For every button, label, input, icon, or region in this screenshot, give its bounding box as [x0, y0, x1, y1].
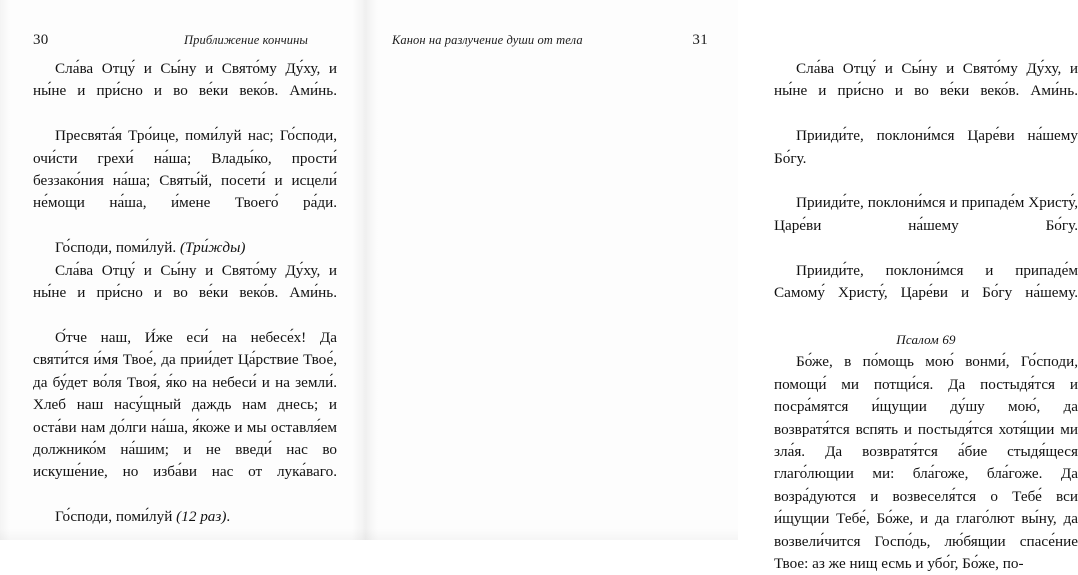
paragraph-text: Прииди́те, поклони́мся и припаде́м Христу́, Царе́ви на́шему Бо́гу.: [774, 194, 1078, 234]
paragraph-text: Пресвята́я Тро́ице, поми́луй нас; Го́споди, очи́сти грехи́ на́ша; Влады́ко, прости́ беззако́ния на́ша; Святы́й, посети́ и исцели́ не́мощи на́ша, и́мене Твоего́ ра́ди.: [33, 127, 337, 212]
paragraph-tail: .: [226, 508, 231, 526]
paragraph-text: Сла́ва Отцу́ и Сы́ну и Свято́му Ду́ху, и ны́не и при́сно и во ве́ки веко́в. Ами́нь.: [33, 261, 337, 302]
running-head-title-right: Канон на разлучение души от тела: [392, 33, 583, 47]
paragraph-text: Сла́ва Отцу́ и Сы́ну и Свято́му Ду́ху, и ны́не и при́сно и во ве́ки веко́в. Ами́нь.: [774, 60, 1078, 100]
paragraph-come-let-us-worship-1: [774, 125, 1078, 192]
paragraph-doxology-1: [33, 58, 337, 125]
running-head-left: [33, 32, 346, 50]
paragraph-text: Прииди́те, поклони́мся Царе́ви на́шему Бо́гу.: [774, 127, 1078, 167]
running-head-right: [392, 32, 708, 50]
paragraph-doxology-2: [33, 260, 337, 327]
paragraph-lords-prayer: [33, 327, 337, 506]
page-right: [370, 0, 1078, 572]
rubric-thrice: (Три́жды): [179, 239, 246, 257]
paragraph-come-let-us-worship-3: [774, 260, 1078, 327]
paragraph-trisagion-prayer: [33, 125, 337, 237]
paragraph-psalm-69-body: Бо́же, в по́мощь мою́ вонми́, Го́споди, помощи́ ми потщи́ся. Да постыдя́тся и посра́мятся и́щущии ду́шу мою́, да возвратя́тся вспять и постыдя́тся хотя́щии ми зла́я. Да возвратя́тся а́бие стыдя́щеся глаго́лющии ми: бла́гоже, бла́гоже. Да возра́дуются и возвеселя́тся о Тебе́ вси и́щущии Тебе́, Бо́же, и да глаго́лют вы́ну, да возвели́чится Госпо́дь, лю́бящии спасе́ние Твое: аз же нищ есмь и убо́г, Бо́же, по-: [774, 353, 1078, 572]
paragraph-kyrie-thrice: [33, 237, 337, 259]
paragraph-kyrie-twelve: [33, 506, 337, 528]
paragraph-text: Го́споди, поми́луй: [55, 508, 177, 526]
paragraph-text: О́тче наш, И́же еси́ на небесе́х! Да святи́тся и́мя Твое́, да прии́дет Ца́рствие Твое́, да бу́дет во́ля Твоя́, я́ко на небеси́ и на земли́. Хлеб наш насу́щный даждь нам днесь; и оста́ви нам до́лги на́ша, я́коже и мы оставля́ем должнико́м на́шим; и не введи́ нас во искуше́ние, но изба́ви нас от лука́ваго.: [33, 328, 337, 481]
page-left: [0, 0, 368, 540]
running-head-title-left: Приближение кончины: [184, 33, 308, 47]
paragraph-text: Сла́ва Отцу́ и Сы́ну и Свято́му Ду́ху, и ны́не и при́сно и во ве́ки веко́в. Ами́нь.: [33, 60, 337, 100]
rubric-twelve-times: (12 раз): [176, 508, 227, 526]
textblock-right: [774, 58, 1078, 575]
folio-left: 30: [33, 32, 49, 48]
psalm-heading: Псалом 69: [896, 331, 956, 347]
paragraph-doxology-3: [774, 58, 1078, 125]
textblock-left: [33, 58, 337, 529]
paragraph-text: Го́споди, поми́луй.: [55, 239, 180, 257]
folio-right: 31: [692, 32, 708, 48]
paragraph-text: Прииди́те, поклони́мся и припаде́м Самому́ Христу́, Царе́ви и Бо́гу на́шему.: [774, 261, 1078, 302]
paragraph-come-let-us-worship-2: [774, 192, 1078, 259]
